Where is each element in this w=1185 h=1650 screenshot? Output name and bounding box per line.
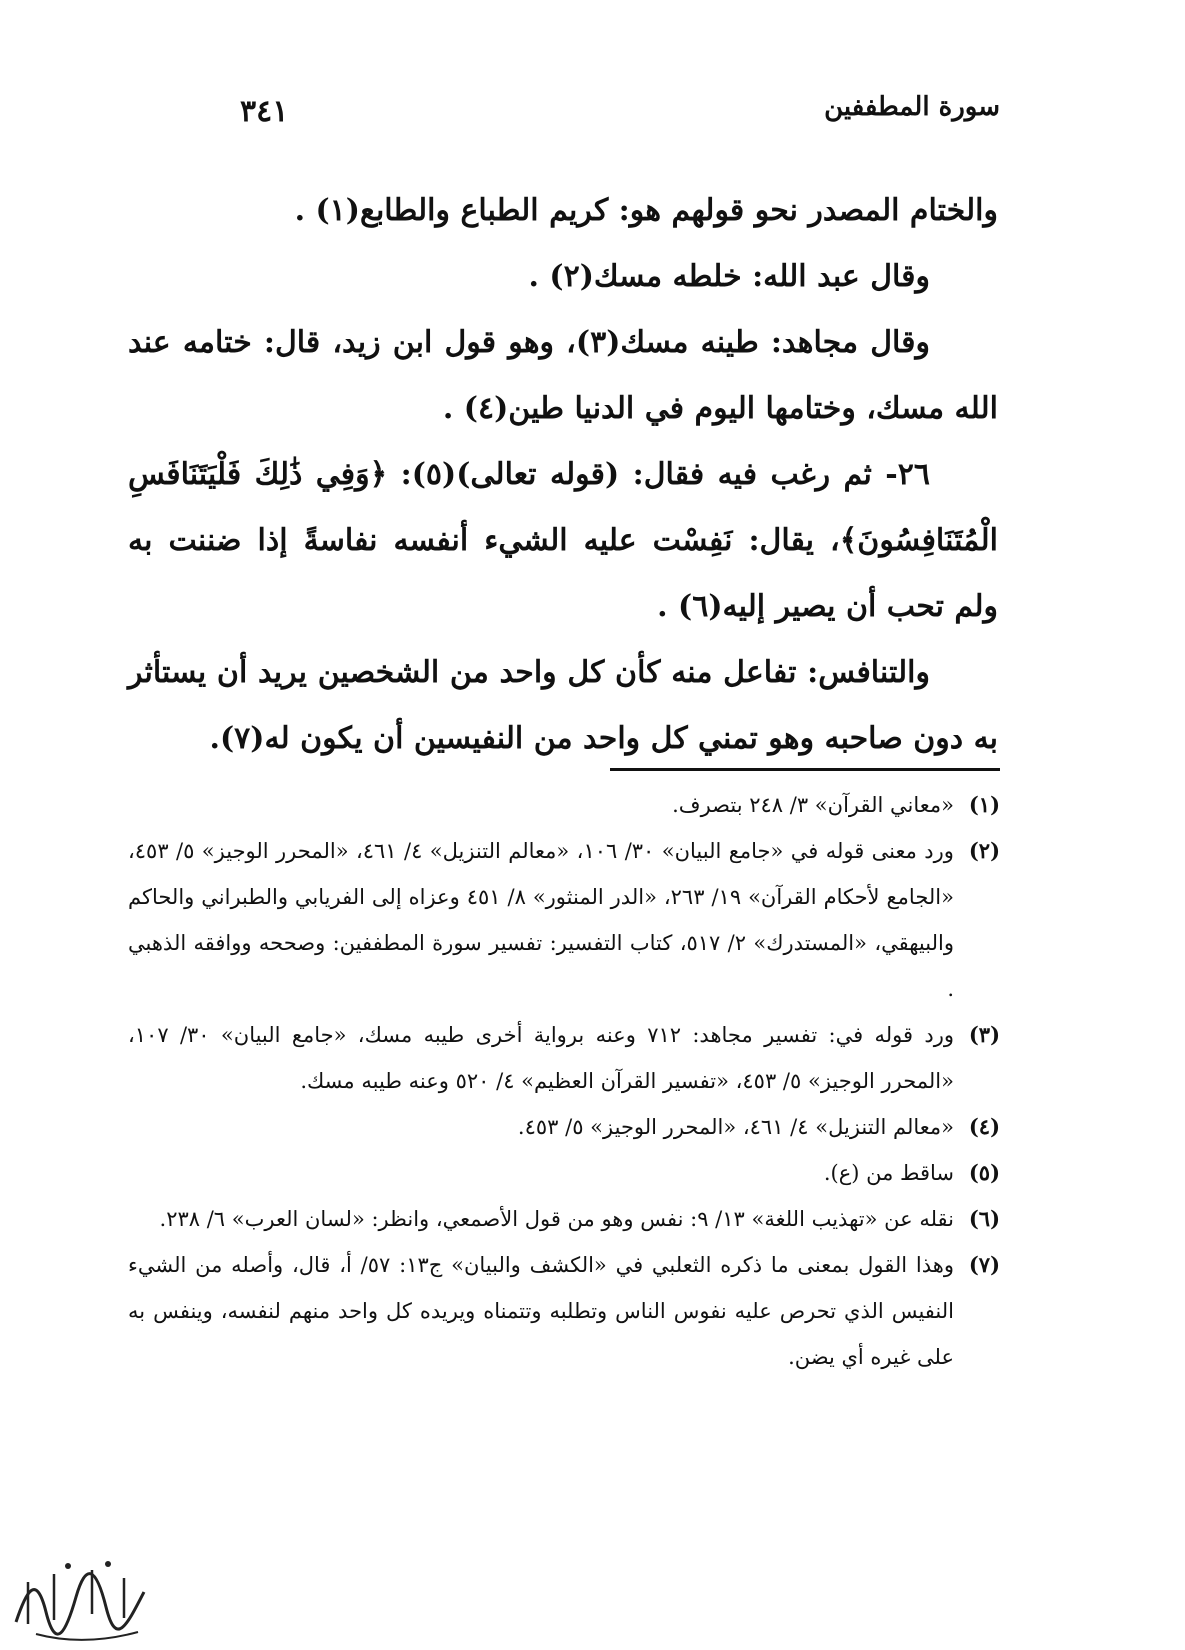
paragraph: وقال عبد الله: خلطه مسك(٢) . — [528, 259, 930, 294]
footnote-item — [128, 1012, 1000, 1104]
paragraph: وقال مجاهد: طينه مسك(٣)، وهو قول ابن زيد، قال: ختامه عند الله مسك، وختامها اليوم في الدنيا طين(٤) . — [128, 325, 998, 426]
footnote-item — [128, 782, 1000, 828]
footnote-item — [128, 1196, 1000, 1242]
footnote-item — [128, 828, 1000, 1012]
footnote-number: (١) — [968, 792, 1000, 817]
footnote-number: (٢) — [968, 838, 1000, 863]
paragraph: والختام المصدر نحو قولهم هو: كريم الطباع والطابع(١) . — [294, 193, 998, 228]
footnote-number: (٤) — [968, 1114, 1000, 1139]
footnote-item — [128, 1150, 1000, 1196]
footnote-divider — [610, 768, 1000, 771]
footnote-number: (٥) — [968, 1160, 1000, 1185]
footnotes — [128, 782, 1000, 1380]
paragraph: ٢٦- ثم رغب فيه فقال: (قوله تعالى)(٥): ﴿وَفِي ذَٰلِكَ فَلْيَتَنَافَسِ الْمُتَنَافِسُونَ﴾، يقال: نَفِسْت عليه الشيء أنفسه نفاسةً إذا ضننت به ولم تحب أن يصير إليه(٦) . — [128, 457, 998, 624]
footnote-item — [128, 1104, 1000, 1150]
footnote-text: وهذا القول بمعنى ما ذكره الثعلبي في «الكشف والبيان» ج١٣: ٥٧/ أ، قال، وأصله من الشيء النفيس الذي تحرص عليه نفوس الناس وتطلبه وتتمناه ويريده كل واحد منهم لنفسه، وينفس به على غيره أي يضن. — [128, 1253, 954, 1369]
footnote-text: ورد معنى قوله في «جامع البيان» ٣٠/ ١٠٦، «معالم التنزيل» ٤/ ٤٦١، «المحرر الوجيز» ٥/ ٤٥٣، «الجامع لأحكام القرآن» ١٩/ ٢٦٣، «الدر المنثور» ٨/ ٤٥١ وعزاه إلى الفريابي والطبراني والحاكم والبيهقي، «المستدرك» ٢/ ٥١٧، كتاب التفسير: تفسير سورة المطففين: وصححه ووافقه الذهبي . — [128, 839, 954, 1001]
footnote-text: ورد قوله في: تفسير مجاهد: ٧١٢ وعنه برواية أخرى طيبه مسك، «جامع البيان» ٣٠/ ١٠٧، «المحرر الوجيز» ٥/ ٤٥٣، «تفسير القرآن العظيم» ٤/ ٥٢٠ وعنه طيبه مسك. — [128, 1023, 954, 1093]
page-header — [240, 92, 1000, 132]
footnote-text: «معالم التنزيل» ٤/ ٤٦١، «المحرر الوجيز» ٥/ ٤٥٣. — [517, 1115, 954, 1139]
footnote-number: (٧) — [968, 1252, 1000, 1277]
footnote-number: (٣) — [968, 1022, 1000, 1047]
footnote-text: «معاني القرآن» ٣/ ٢٤٨ بتصرف. — [672, 793, 954, 817]
paragraph: والتنافس: تفاعل منه كأن كل واحد من الشخصين يريد أن يستأثر به دون صاحبه وهو تمني كل واحد من النفيسين أن يكون له(٧). — [128, 655, 998, 756]
calligraphy-logo-icon — [6, 1552, 156, 1646]
footnote-text: نقله عن «تهذيب اللغة» ١٣/ ٩: نفس وهو من قول الأصمعي، وانظر: «لسان العرب» ٦/ ٢٣٨. — [159, 1207, 954, 1231]
surah-title: سورة المطففين — [824, 92, 1000, 122]
page-number: ٣٤١ — [240, 94, 289, 129]
footnote-text: ساقط من (ع). — [823, 1161, 954, 1185]
main-text — [128, 178, 998, 772]
footnote-number: (٦) — [968, 1206, 1000, 1231]
footnote-item — [128, 1242, 1000, 1380]
